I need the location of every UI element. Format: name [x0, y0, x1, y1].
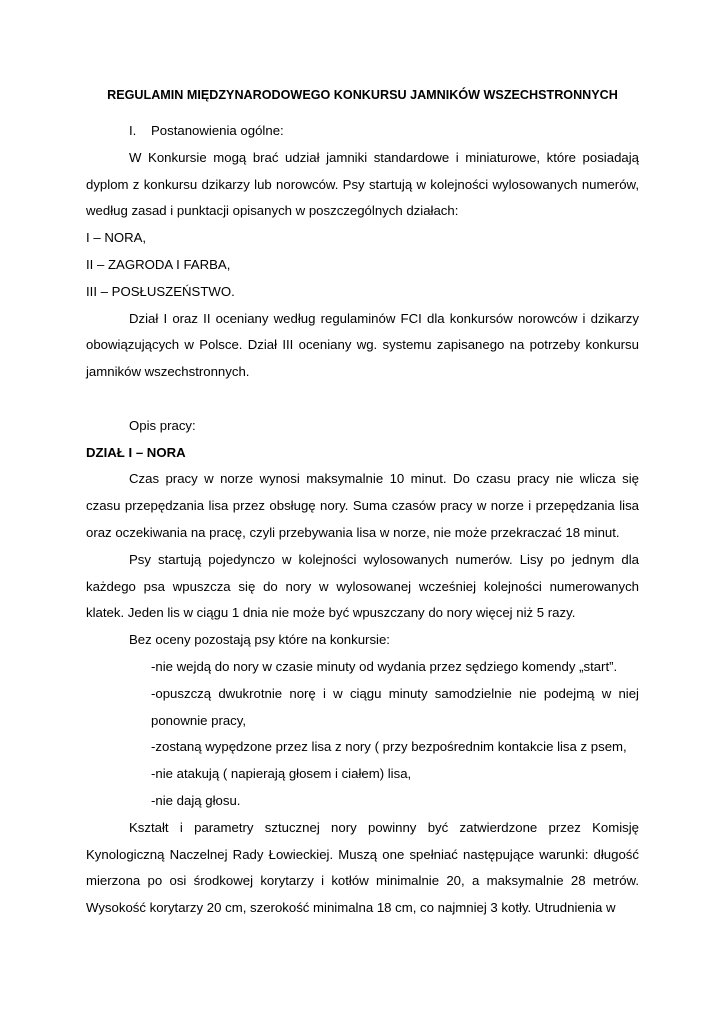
spacer — [86, 386, 639, 413]
no-rating-item: -opuszczą dwukrotnie norę i w ciągu minuty samodzielnie nie podejmą w niej ponownie pracy, — [151, 685, 639, 728]
section-number: I. — [129, 123, 137, 138]
no-rating-item: -nie dają głosu. — [151, 792, 241, 808]
rules-paragraph: Dział I oraz II oceniany według regulaminów FCI dla konkursów norowców i dzikarzy obowiązujących w Polsce. Dział III oceniany wg. systemu zapisanego na potrzeby konkursu jamników wszechstronnych. — [86, 310, 639, 380]
document-title: REGULAMIN MIĘDZYNARODOWEGO KONKURSU JAMNIKÓW WSZECHSTRONNYCH — [107, 88, 618, 102]
no-rating-item: -nie wejdą do nory w czasie minuty od wydania przez sędziego komendy „start”. — [151, 658, 618, 674]
work-paragraph: Czas pracy w norze wynosi maksymalnie 10 minut. Do czasu pracy nie wlicza się czasu przepędzania lisa przez obsługę nory. Suma czasów pracy w norze i przepędzania lisa oraz oczekiwania na pracę, czyli przebywania lisa w norze, nie może przekraczać 18 minut. — [86, 471, 639, 540]
section-heading — [86, 118, 639, 145]
division-item: III – POSŁUSZEŃSTWO. — [86, 283, 235, 299]
no-rating-item: -zostaną wypędzone przez lisa z nory ( przy bezpośrednim kontakcie lisa z psem, — [151, 739, 627, 755]
intro-paragraph: W Konkursie mogą brać udział jamniki standardowe i miniaturowe, które posiadają dyplom z konkursu dzikarzy lub norowców. Psy startują w kolejności wylosowanych numerów, według zasad i punktacji opisanych w poszczególnych działach: — [86, 149, 639, 219]
work-paragraph: Kształt i parametry sztucznej nory powinny być zatwierdzone przez Komisję Kynologiczną Naczelnej Rady Łowieckiej. Muszą one spełniać następujące warunki: długość mierzona po osi środkowej korytarzy i kotłów minimalnie 20, a maksymalnie 28 metrów. Wysokość korytarzy 20 cm, szerokość minimalna 18 cm, co najmniej 3 kotły. Utrudnienia w — [86, 819, 639, 916]
work-heading: Opis pracy: — [129, 417, 196, 433]
document-body — [86, 118, 639, 922]
work-paragraph: Psy startują pojedynczo w kolejności wylosowanych numerów. Lisy po jednym dla każdego psa wpuszcza się do nory w wylosowanej wcześniej kolejności numerowanych klatek. Jeden lis w ciągu 1 dnia nie może być wpuszczany do nory więcej niż 5 razy. — [86, 551, 639, 621]
division-item: I – NORA, — [86, 230, 147, 246]
division-title: DZIAŁ I – NORA — [86, 444, 186, 460]
no-rating-intro: Bez oceny pozostają psy które na konkursie: — [129, 632, 390, 648]
section-heading-text: Postanowienia ogólne: — [150, 123, 284, 138]
division-item: II – ZAGRODA I FARBA, — [86, 256, 231, 272]
no-rating-item: -nie atakują ( napierają głosem i ciałem) lisa, — [151, 766, 412, 782]
